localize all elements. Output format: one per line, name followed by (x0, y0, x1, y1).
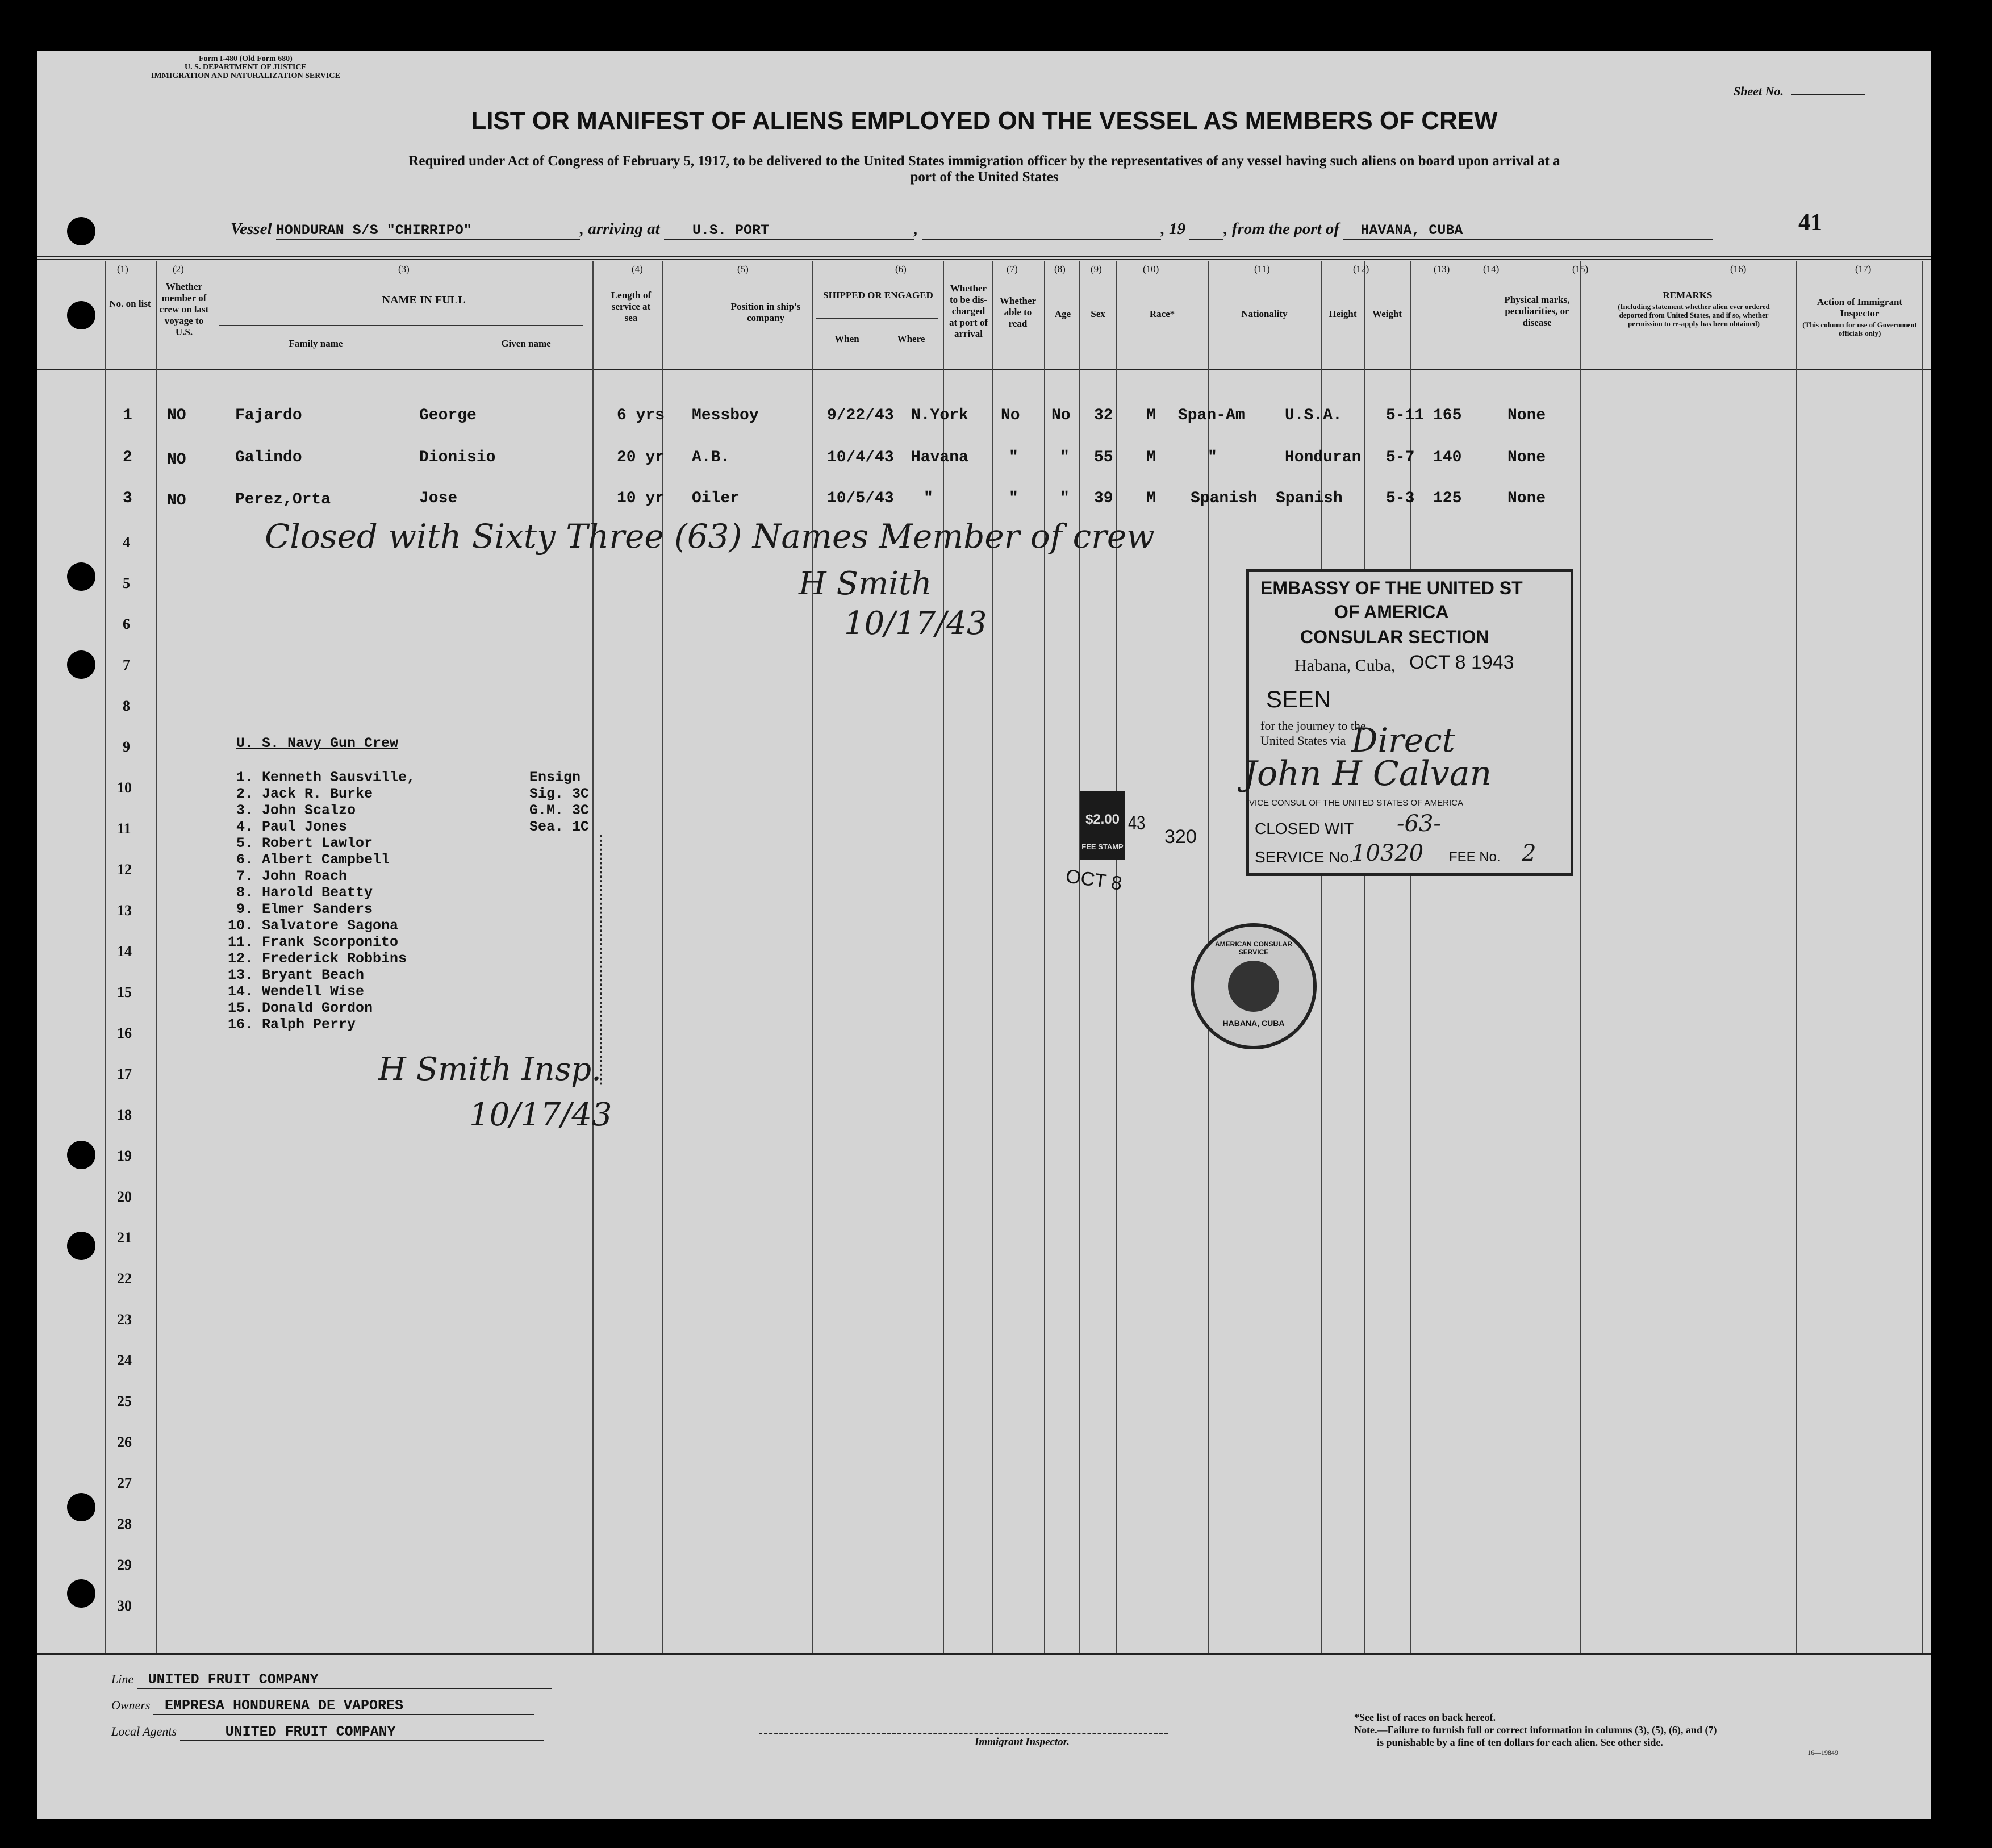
list-item: 13. Bryant Beach (228, 967, 365, 983)
manifest-sheet (37, 51, 1931, 1819)
vessel-line: Vessel HONDURAN S/S "CHIRRIPO" , arriving at U.S. PORT , , 19 , from the port of HAVANA, CUBA (231, 220, 1713, 240)
handwritten-date-2: 10/17/43 (469, 1096, 612, 1133)
row-service: 6 yrs (617, 407, 665, 424)
list-item: 2. Jack R. Burke (236, 786, 373, 802)
line-number: 11 (117, 820, 131, 837)
list-item: 10. Salvatore Sagona (228, 917, 399, 934)
row-race: Span-Am (1178, 407, 1245, 424)
year-blank (1189, 220, 1223, 240)
list-item: 6. Albert Campbell (236, 852, 390, 868)
header-family-name: Family name (289, 338, 343, 349)
consular-seal (1191, 923, 1317, 1049)
col-num-12: (12) (1353, 264, 1369, 274)
col-num-14: (14) (1483, 264, 1500, 274)
col-num-7: (7) (1007, 264, 1018, 274)
punch-hole (67, 1141, 95, 1169)
stamp-fee-value: 2 (1522, 840, 1536, 866)
punch-hole (67, 1493, 95, 1521)
line-number: 13 (117, 902, 132, 919)
col-line (992, 261, 993, 1653)
header-physical-marks: Physical marks, peculiarities, or disease (1504, 294, 1570, 328)
row-weight: 165 (1433, 407, 1462, 424)
row-height: 5-3 (1386, 490, 1415, 507)
header-inspector-action: Action of Immigrant Inspector (1816, 297, 1903, 319)
col-line (1410, 261, 1411, 1653)
from-value: HAVANA, CUBA (1343, 222, 1713, 240)
list-item: 8. Harold Beatty (236, 885, 373, 901)
row-discharged: No (1001, 407, 1020, 424)
row-service: 10 yr (617, 490, 665, 507)
list-item: 12. Frederick Robbins (228, 950, 407, 967)
footer-owners-value: EMPRESA HONDURENA DE VAPORES (153, 1697, 534, 1715)
line-number: 18 (117, 1107, 132, 1123)
from-label: , from the port of (1223, 220, 1340, 238)
seal-text-top: AMERICAN CONSULAR SERVICE (1215, 940, 1292, 956)
form-identifier (151, 55, 340, 80)
col-line (812, 261, 813, 1653)
punch-hole (67, 650, 95, 679)
col-num-5: (5) (737, 264, 749, 274)
line-number: 10 (117, 779, 132, 796)
col-line (1580, 261, 1581, 1653)
vessel-value: HONDURAN S/S "CHIRRIPO" (276, 222, 580, 240)
table-rule-bottom (37, 1653, 1931, 1655)
col-line (105, 261, 106, 1653)
col-num-8: (8) (1054, 264, 1066, 274)
footer-line (111, 1671, 552, 1689)
col-line (1116, 261, 1117, 1653)
header-sex: Sex (1091, 308, 1105, 319)
line-number: 14 (117, 943, 132, 960)
stamp-fee-label: FEE No. (1449, 849, 1501, 865)
navy-ranks (529, 769, 589, 835)
footer-note-2: Note.—Failure to furnish full or correct information in columns (3), (5), (6), and (7) (1354, 1724, 1717, 1736)
header-weight: Weight (1372, 308, 1402, 319)
line-number: 19 (117, 1148, 132, 1164)
rank: Ensign (529, 769, 581, 786)
header-length-of-service: Length of service at sea (611, 290, 652, 323)
stamp-service-label: SERVICE No. (1255, 848, 1354, 866)
footer-inspector-label: Immigrant Inspector. (975, 1736, 1070, 1748)
rank: Sig. 3C (529, 786, 590, 802)
row-service: 20 yr (617, 449, 665, 466)
line-number: 17 (117, 1066, 132, 1082)
header-height: Height (1329, 308, 1357, 319)
header-inspector-detail: (This column for use of Government officials only) (1802, 320, 1917, 337)
col-line (1796, 261, 1797, 1653)
line-number: 5 (123, 575, 130, 591)
handwritten-date-1: 10/17/43 (844, 605, 987, 642)
footer-code: 16—19849 (1807, 1749, 1838, 1757)
line-number: 9 (123, 739, 130, 755)
list-item: 16. Ralph Perry (228, 1016, 356, 1033)
row-discharged: " (1009, 449, 1018, 466)
row-sex: M (1146, 449, 1156, 466)
row-age: 55 (1094, 449, 1113, 466)
row-where: Havana (911, 449, 968, 466)
line-number: 21 (117, 1229, 132, 1246)
line-number: 30 (117, 1597, 132, 1614)
line-number: 4 (123, 534, 130, 550)
row-position: A.B. (692, 449, 730, 466)
embassy-stamp (1243, 569, 1573, 876)
col-line (1922, 261, 1923, 1653)
header-when: When (834, 333, 859, 344)
col-num-11: (11) (1254, 264, 1270, 274)
stamp-place: Habana, Cuba, (1294, 656, 1396, 675)
col-line (1044, 261, 1045, 1653)
row-crew: NO (167, 492, 186, 510)
row-race: " (1208, 449, 1217, 466)
handwritten-direct: Direct (1351, 721, 1455, 760)
list-item: 4. Paul Jones (236, 819, 348, 835)
header-rule-bottom (37, 369, 1931, 370)
rank: G.M. 3C (529, 802, 590, 819)
footer-agents (111, 1724, 544, 1741)
list-item: 1. Kenneth Sausville, (236, 769, 416, 786)
footer-note-3: is punishable by a fine of ten dollars for each alien. See other side. (1377, 1737, 1663, 1748)
punch-hole (67, 301, 95, 329)
row-age: 39 (1094, 490, 1113, 507)
header-able-to-read: Whether able to read (999, 295, 1037, 329)
list-number: 41 (1798, 210, 1822, 236)
row-weight: 140 (1433, 449, 1462, 466)
col-num-2: (2) (173, 264, 184, 274)
navy-names (204, 769, 415, 1033)
arriving-label: , arriving at (579, 220, 660, 238)
col-num-3: (3) (398, 264, 410, 274)
row-race: Spanish (1191, 490, 1258, 507)
header-where: Where (897, 333, 925, 344)
header-remarks: REMARKS (1663, 290, 1713, 301)
date-blank (922, 220, 1161, 240)
footer-line-label: Line (111, 1672, 134, 1686)
ditto-marks (600, 835, 604, 1085)
department: U. S. DEPARTMENT OF JUSTICE (185, 63, 307, 72)
footer-agents-label: Local Agents (111, 1724, 177, 1738)
row-family: Fajardo (235, 407, 302, 424)
stamp-date: OCT 8 1943 (1409, 652, 1514, 673)
list-item: 5. Robert Lawlor (236, 835, 373, 852)
line-number: 28 (117, 1516, 132, 1532)
arriving-value: U.S. PORT (664, 222, 914, 240)
punch-hole (67, 217, 95, 245)
row-sex: M (1146, 407, 1156, 424)
handwritten-signature-2: H Smith Insp. (378, 1051, 602, 1088)
list-item: 11. Frank Scorponito (228, 934, 399, 950)
col-num-9: (9) (1091, 264, 1102, 274)
eagle-icon (1228, 961, 1279, 1012)
name-subrule (219, 325, 583, 326)
row-no: 3 (123, 490, 132, 507)
header-race: Race* (1149, 308, 1175, 319)
header-rule-top (37, 256, 1931, 257)
header-discharged: Whether to be dis-charged at port of arrival (949, 283, 988, 339)
header-remarks-detail: (Including statement whether alien ever ordered deported from United States, and if so, whether permission to re-apply has been obtained) (1618, 302, 1770, 328)
line-number: 12 (117, 861, 132, 878)
line-number: 15 (117, 984, 132, 1000)
seal-text-bottom: HABANA, CUBA (1222, 1019, 1285, 1028)
sheet-number-line (1791, 94, 1865, 95)
col-num-16: (16) (1730, 264, 1747, 274)
line-number: 22 (117, 1270, 132, 1287)
col-line (592, 261, 594, 1653)
row-crew: NO (167, 407, 186, 424)
subtitle (60, 153, 1909, 185)
row-marks: None (1507, 407, 1546, 424)
footer-line-value: UNITED FRUIT COMPANY (137, 1671, 552, 1689)
row-family: Perez,Orta (235, 491, 331, 508)
row-no: 2 (123, 449, 132, 466)
header-shipped-or-engaged: SHIPPED OR ENGAGED (823, 290, 933, 301)
page-title: LIST OR MANIFEST OF ALIENS EMPLOYED ON THE VESSEL AS MEMBERS OF CREW (471, 107, 1498, 135)
sheet-label: Sheet No. (1734, 84, 1784, 98)
header-name-in-full: NAME IN FULL (382, 294, 466, 306)
footer-agents-value: UNITED FRUIT COMPANY (180, 1724, 544, 1741)
col-line (943, 261, 944, 1653)
row-sex: M (1146, 490, 1156, 507)
fee-stamp-number: 43 (1128, 812, 1146, 834)
punch-hole (67, 1579, 95, 1608)
stamp-seen: SEEN (1266, 686, 1331, 712)
line-number: 25 (117, 1393, 132, 1409)
line-number: 20 (117, 1188, 132, 1205)
row-marks: None (1507, 490, 1546, 507)
line-number: 26 (117, 1434, 132, 1450)
line-number: 16 (117, 1025, 132, 1041)
line-number: 23 (117, 1311, 132, 1328)
fee-stamp-service-number: 320 (1164, 826, 1197, 848)
stamp-consular: CONSULAR SECTION (1300, 627, 1489, 647)
row-where: " (924, 490, 933, 507)
list-item: 3. John Scalzo (236, 802, 356, 819)
list-item: 9. Elmer Sanders (236, 901, 373, 917)
row-when: 10/5/43 (827, 490, 894, 507)
inspector-signature-line (759, 1733, 1168, 1734)
fee-stamp-date: OCT 8 (1064, 865, 1124, 895)
header-position: Position in ship's company (730, 301, 801, 323)
row-read: " (1060, 490, 1070, 507)
row-age: 32 (1094, 407, 1113, 424)
col-line (1079, 261, 1080, 1653)
list-item: 7. John Roach (236, 868, 348, 885)
header-crew-last-voyage: Whether member of crew on last voyage to U.S. (159, 281, 209, 337)
row-given: Dionisio (419, 449, 496, 466)
col-line (1321, 261, 1322, 1653)
row-nationality: Honduran (1285, 449, 1362, 466)
stamp-journey-2: United States via (1260, 733, 1346, 748)
handwritten-closed-note: Closed with Sixty Three (63) Names Member of crew (265, 517, 1155, 556)
footer-note-1: *See list of races on back hereof. (1354, 1712, 1496, 1723)
col-num-6: (6) (895, 264, 907, 274)
row-when: 9/22/43 (827, 407, 894, 424)
consul-signature: John H Calvan (1243, 754, 1492, 794)
stamp-vice-consul: VICE CONSUL OF THE UNITED STATES OF AMERICA (1249, 798, 1463, 808)
row-when: 10/4/43 (827, 449, 894, 466)
footer-owners-label: Owners (111, 1698, 151, 1712)
service-name: IMMIGRATION AND NATURALIZATION SERVICE (151, 72, 340, 80)
handwritten-signature-1: H Smith (799, 565, 932, 602)
col-num-10: (10) (1143, 264, 1159, 274)
stamp-embassy: EMBASSY OF THE UNITED ST (1260, 578, 1523, 598)
row-given: Jose (419, 490, 458, 507)
stamp-closed-value: -63- (1397, 811, 1441, 837)
line-number: 24 (117, 1352, 132, 1369)
footer-owners (111, 1697, 534, 1715)
row-where: N.York (911, 407, 968, 424)
header-given-name: Given name (501, 338, 551, 349)
row-family: Galindo (235, 449, 302, 466)
col-line (1364, 261, 1365, 1653)
line-number: 8 (123, 698, 130, 714)
col-num-15: (15) (1572, 264, 1589, 274)
col-num-17: (17) (1855, 264, 1872, 274)
subtitle-line-1: Required under Act of Congress of February 5, 1917, to be delivered to the United States immigration officer by the representatives of any vessel having such aliens on board upon arrival at a (408, 153, 1560, 169)
sheet-number (1734, 84, 1865, 99)
row-nationality: Spanish (1276, 490, 1343, 507)
row-no: 1 (123, 407, 132, 424)
row-read: " (1060, 449, 1070, 466)
stamp-journey-1: for the journey to the (1260, 719, 1366, 733)
col-num-4: (4) (632, 264, 643, 274)
row-crew: NO (167, 451, 186, 469)
stamp-service-value: 10320 (1351, 840, 1424, 866)
punch-hole (67, 1232, 95, 1260)
row-weight: 125 (1433, 490, 1462, 507)
shipped-subrule (816, 318, 938, 319)
row-read: No (1051, 407, 1071, 424)
col-num-13: (13) (1434, 264, 1450, 274)
row-position: Messboy (692, 407, 759, 424)
header-no-on-list: No. on list (109, 298, 151, 309)
list-item: 15. Donald Gordon (228, 1000, 373, 1016)
punch-hole (67, 562, 95, 591)
fee-amount: $2.00 (1085, 812, 1120, 827)
line-number: 27 (117, 1475, 132, 1491)
row-discharged: " (1009, 490, 1018, 507)
footer-notes (1354, 1711, 1717, 1749)
navy-heading: U. S. Navy Gun Crew (236, 735, 399, 752)
row-given: George (419, 407, 477, 424)
col-line (156, 261, 157, 1653)
header-nationality: Nationality (1241, 308, 1288, 319)
col-line (662, 261, 663, 1653)
fee-label: FEE STAMP (1081, 842, 1124, 851)
rank: Sea. 1C (529, 819, 590, 835)
row-height: 5-7 (1386, 449, 1415, 466)
line-number: 7 (123, 657, 130, 673)
stamp-america: OF AMERICA (1334, 602, 1449, 622)
line-number: 6 (123, 616, 130, 632)
row-marks: None (1507, 449, 1546, 466)
header-rule-double (37, 259, 1931, 260)
line-number: 29 (117, 1557, 132, 1573)
vessel-label: Vessel (231, 220, 272, 238)
row-height: 5-11 (1386, 407, 1425, 424)
fee-stamp (1080, 791, 1125, 860)
row-position: Oiler (692, 490, 740, 507)
col-num-1: (1) (117, 264, 128, 274)
subtitle-line-2: port of the United States (910, 169, 1059, 185)
header-age: Age (1054, 308, 1071, 319)
list-item: 14. Wendell Wise (228, 983, 365, 1000)
stamp-closed-label: CLOSED WIT (1255, 820, 1354, 837)
year-label: , 19 (1160, 220, 1185, 238)
row-nationality: U.S.A. (1285, 407, 1342, 424)
form-number: Form I-480 (Old Form 680) (198, 55, 293, 63)
